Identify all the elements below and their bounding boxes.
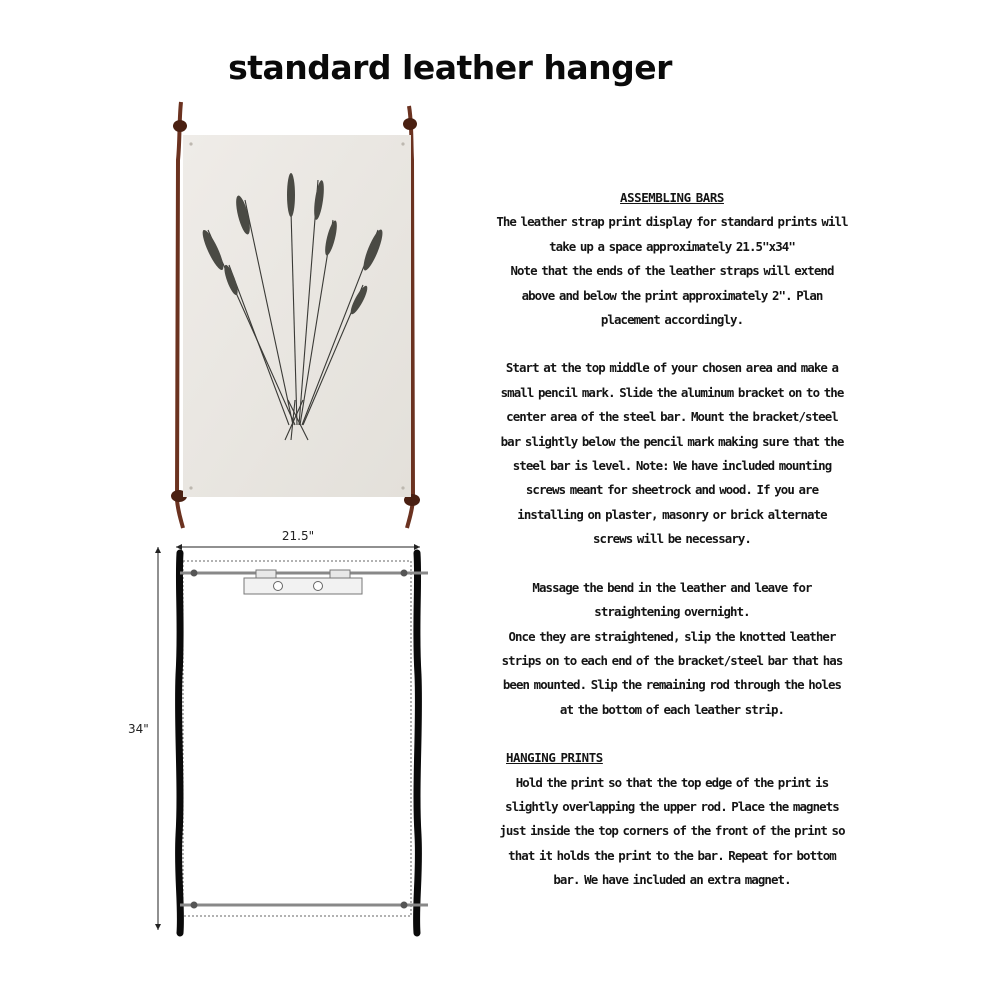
assembling-paragraph-4: Massage the bend in the leather and leave for straightening overnight. [532, 579, 812, 620]
print-paper [183, 135, 411, 497]
width-label: 21.5" [281, 529, 315, 543]
right-strap [417, 553, 419, 933]
print-photo [163, 100, 431, 530]
dimension-diagram [128, 525, 438, 937]
print-outline [183, 561, 411, 916]
height-label: 34" [128, 722, 149, 736]
assembling-paragraph-1: The leather strap print display for standard prints will take up a space approximately 21.5"x34" [496, 214, 848, 254]
hanging-paragraph-1: Hold the print so that the top edge of the print is slightly overlapping the upper rod. Place the magnets just inside the top corners of the front of the print so that it holds the print to the bar. Repeat for bottom bar. We have included an extra magnet. [499, 774, 845, 888]
height-dimension [128, 547, 161, 930]
width-dimension [176, 529, 420, 550]
hanging-heading: HANGING PRINTS [506, 750, 603, 766]
assembling-paragraph-5: Once they are straightened, slip the knotted leather strips on to each end of the bracket/steel bar that has been mounted. Slip the remaining rod through the holes at the bottom of each leather strip. [501, 628, 843, 717]
instructions [496, 186, 848, 893]
page-title: standard leather hanger [228, 48, 672, 87]
assembling-paragraph-3: Start at the top middle of your chosen area and make a small pencil mark. Slide the aluminum bracket on to the center area of the steel bar. Mount the bracket/steel bar slightly below the pencil mark making sure that the steel bar is level. Note: We have included mounting screws meant for sheetrock and wood. If you are installing on plaster, masonry or brick alternate screws will be necessary. [500, 360, 844, 547]
assembling-paragraph-2: Note that the ends of the leather straps will extend above and below the print approximately 2". Plan placement accordingly. [510, 263, 834, 328]
assembling-heading: ASSEMBLING BARS [620, 190, 724, 205]
left-strap [179, 553, 181, 933]
